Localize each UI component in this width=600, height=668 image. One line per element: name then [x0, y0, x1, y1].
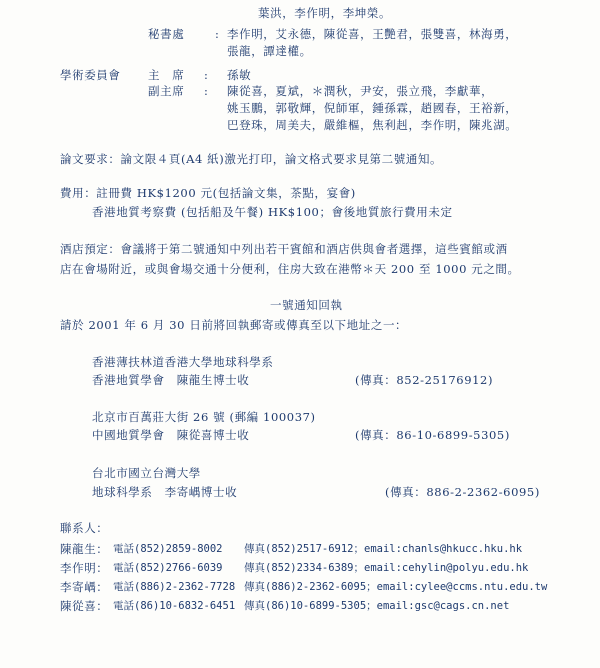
- reply-slip-title: 一號通知回執: [270, 298, 343, 312]
- contact-fax-email: 傳真(886)2-2362-6095；email:cylee@ccms.ntu.edu.tw: [244, 581, 548, 593]
- secretariat-label: 秘書處: [148, 27, 185, 41]
- address-3-line-1: 台北市國立台灣大學: [92, 466, 201, 480]
- contact-fax-email: 傳真(86)10-6899-5305；email:gsc@cags.cn.net: [244, 600, 510, 612]
- chair-name: 孫敏: [227, 68, 252, 82]
- address-3-fax: (傳真：886-2-2362-6095): [385, 485, 540, 499]
- address-1-line-2: 香港地質學會 陳龍生博士收: [92, 373, 250, 387]
- contact-phone: 電話(86)10-6832-6451: [113, 600, 236, 612]
- address-1-fax: (傳真：852-25176912): [355, 373, 494, 387]
- committee-top-line: 葉洪，李作明，李坤榮。: [258, 6, 392, 20]
- chair-label: 主 席: [148, 68, 185, 82]
- contact-fax-email: 傳真(852)2517-6912；email:chanls@hkucc.hku.hk: [244, 543, 523, 555]
- fee-line-1: 費用：註冊費 HK$1200 元(包括論文集，茶點，宴會): [60, 186, 356, 200]
- colon: :: [204, 68, 208, 82]
- reply-instruction: 請於 2001 年 6 月 30 日前將回執郵寄或傳真至以下地址之一：: [60, 318, 408, 332]
- vice-chair-label: 副主席: [148, 84, 185, 98]
- address-1-line-1: 香港薄扶林道香港大學地球科學系: [92, 355, 274, 369]
- contact-phone: 電話(886)2-2362-7728: [113, 581, 236, 593]
- colon: :: [204, 84, 208, 98]
- academic-committee-label: 學術委員會: [60, 68, 121, 82]
- contact-name: 陳龍生：: [60, 542, 109, 556]
- contact-name: 李寄嵎：: [60, 580, 109, 594]
- colon: :: [215, 27, 219, 41]
- contact-phone: 電話(852)2859-8002: [113, 543, 223, 555]
- address-2-fax: (傳真：86-10-6899-5305): [355, 428, 510, 442]
- contact-name: 李作明：: [60, 561, 109, 575]
- vice-chair-row-1: 陳從喜，夏斌，＊潤秋，尹安，張立飛，李獻華，: [227, 84, 494, 98]
- vice-chair-row-2: 姚玉鵬，郭敬輝，倪師軍，鍾孫霖，趙國春，王裕新，: [227, 101, 518, 115]
- secretariat-row-1: 李作明，艾永德，陳從喜，王艷君，張雙喜，林海勇，: [227, 27, 518, 41]
- address-2-line-1: 北京市百萬莊大街 26 號 (郵編 100037): [92, 410, 316, 424]
- address-2-line-2: 中國地質學會 陳從喜博士收: [92, 428, 250, 442]
- contacts-title: 聯系人：: [60, 521, 109, 535]
- hotel-line-2: 店在會場附近，或與會場交通十分便利，住房大致在港幣＊天 200 至 1000 元之間。: [60, 262, 520, 276]
- fee-line-2: 香港地質考察費 (包括船及午餐) HK$100；會後地質旅行費用未定: [92, 205, 453, 219]
- hotel-line-1: 酒店預定：會議將于第二號通知中列出若干賓館和酒店供與會者選擇，這些賓館或酒: [60, 242, 508, 256]
- paper-requirement: 論文要求：論文限４頁(A4 紙)激光打印，論文格式要求見第二號通知。: [60, 152, 443, 166]
- contact-phone: 電話(852)2766-6039: [113, 562, 223, 574]
- address-3-line-2: 地球科學系 李寄嵎博士收: [92, 485, 238, 499]
- secretariat-row-2: 張龍，譚達權。: [227, 44, 312, 58]
- contact-name: 陳從喜：: [60, 599, 109, 613]
- contact-fax-email: 傳真(852)2334-6389；email:cehylin@polyu.edu.hk: [244, 562, 529, 574]
- vice-chair-row-3: 巴登珠，周美夫，嚴維樞，焦利赳，李作明，陳兆湖。: [227, 118, 518, 132]
